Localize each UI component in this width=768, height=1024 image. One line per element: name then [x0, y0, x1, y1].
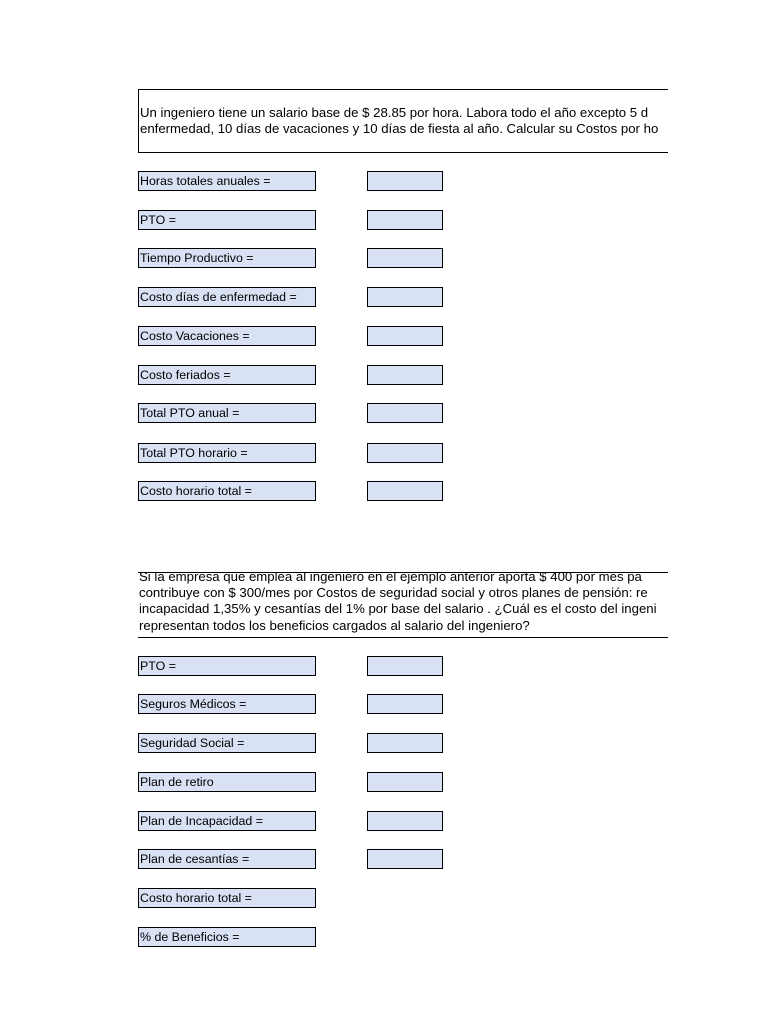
- problem-2-line: Si la empresa que emplea al ingeniero en el ejemplo anterior aporta $ 400 por mes pa: [139, 572, 642, 584]
- problem-1-statement: [138, 89, 668, 153]
- problem-2-line: contribuye con $ 300/mes por Costos de seguridad social y otros planes de pensión: re: [139, 585, 648, 601]
- input-horas-totales-anuales[interactable]: [367, 171, 443, 191]
- input-total-pto-horario[interactable]: [367, 443, 443, 463]
- input-costo-vacaciones[interactable]: [367, 326, 443, 346]
- input-plan-de-retiro[interactable]: [367, 772, 443, 792]
- label-costo-dias-enfermedad: Costo días de enfermedad =: [138, 287, 316, 307]
- label-tiempo-productivo: Tiempo Productivo =: [138, 248, 316, 268]
- label-costo-horario-total-2: Costo horario total =: [138, 888, 316, 908]
- problem-1-line: enfermedad, 10 días de vacaciones y 10 días de fiesta al año. Calcular su Costos por ho: [140, 121, 659, 136]
- problem-2-line: incapacidad 1,35% y cesantías del 1% por base del salario . ¿Cuál es el costo del ingeni: [139, 601, 657, 617]
- label-seguridad-social: Seguridad Social =: [138, 733, 316, 753]
- input-seguridad-social[interactable]: [367, 733, 443, 753]
- input-pto-2[interactable]: [367, 656, 443, 676]
- input-plan-de-incapacidad[interactable]: [367, 811, 443, 831]
- input-tiempo-productivo[interactable]: [367, 248, 443, 268]
- label-plan-de-incapacidad: Plan de Incapacidad =: [138, 811, 316, 831]
- input-seguros-medicos[interactable]: [367, 694, 443, 714]
- input-costo-horario-total[interactable]: [367, 481, 443, 501]
- label-pto-2: PTO =: [138, 656, 316, 676]
- label-total-pto-anual: Total PTO anual =: [138, 403, 316, 423]
- label-seguros-medicos: Seguros Médicos =: [138, 694, 316, 714]
- input-pto[interactable]: [367, 210, 443, 230]
- input-costo-dias-enfermedad[interactable]: [367, 287, 443, 307]
- label-plan-de-retiro: Plan de retiro: [138, 772, 316, 792]
- label-costo-vacaciones: Costo Vacaciones =: [138, 326, 316, 346]
- input-total-pto-anual[interactable]: [367, 403, 443, 423]
- input-plan-de-cesantias[interactable]: [367, 849, 443, 869]
- problem-2-line: representan todos los beneficios cargados al salario del ingeniero?: [139, 617, 530, 633]
- label-costo-feriados: Costo feriados =: [138, 365, 316, 385]
- problem-2-statement: [138, 572, 668, 638]
- label-total-pto-horario: Total PTO horario =: [138, 443, 316, 463]
- label-horas-totales-anuales: Horas totales anuales =: [138, 171, 316, 191]
- problem-1-line: Un ingeniero tiene un salario base de $ 28.85 por hora. Labora todo el año excepto 5 d: [140, 105, 649, 120]
- label-costo-horario-total: Costo horario total =: [138, 481, 316, 501]
- label-porcentaje-beneficios: % de Beneficios =: [138, 927, 316, 947]
- input-costo-feriados[interactable]: [367, 365, 443, 385]
- label-plan-de-cesantias: Plan de cesantías =: [138, 849, 316, 869]
- label-pto: PTO =: [138, 210, 316, 230]
